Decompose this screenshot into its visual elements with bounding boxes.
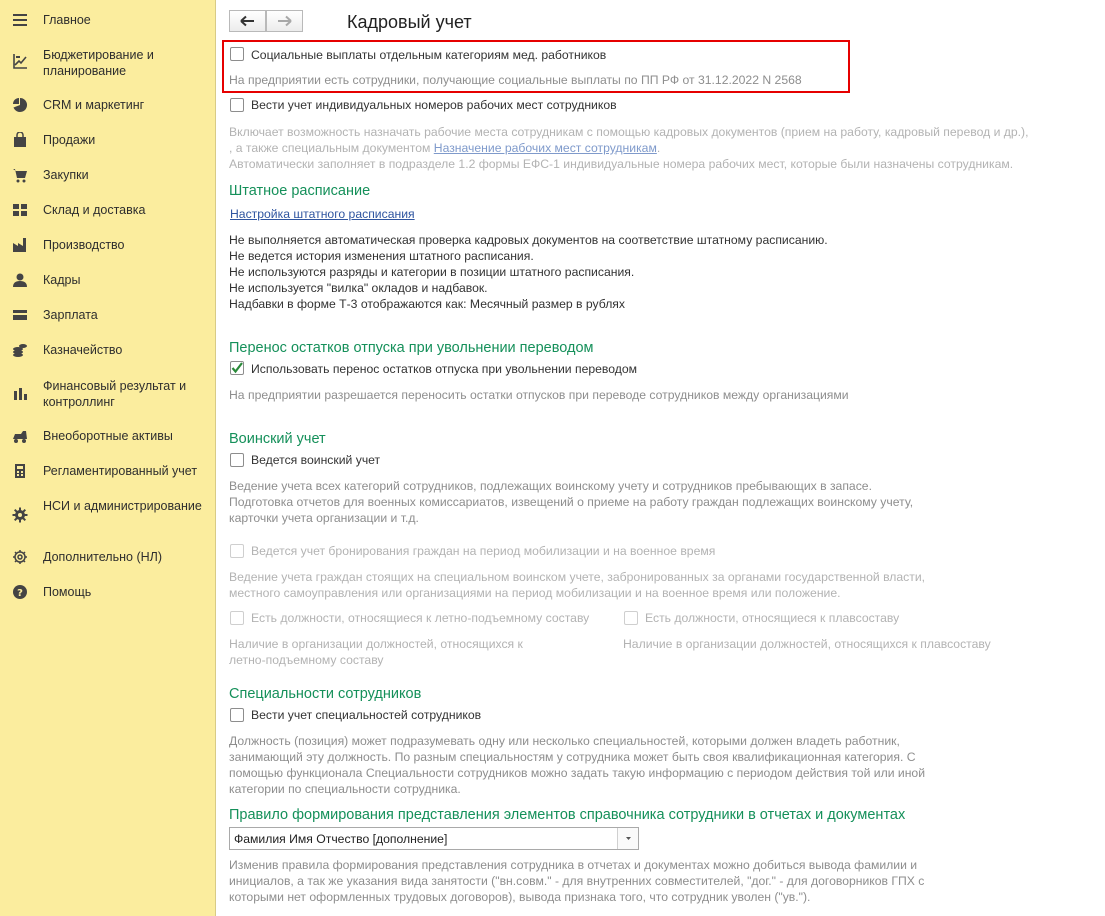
military-header: Воинский учет xyxy=(229,431,326,447)
vacation-transfer-note: На предприятии разрешается переносить остатки отпусков при переводе сотрудников между организациями xyxy=(229,388,849,402)
specialties-checkbox[interactable] xyxy=(230,708,244,722)
workplaces-desc-line2 xyxy=(229,140,660,156)
flight-crew-desc-line: летно-подъемному составу xyxy=(229,653,384,667)
sea-crew-desc: Наличие в организации должностей, относящихся к плавсоставу xyxy=(623,637,991,651)
sidebar-item-label: Производство xyxy=(43,238,125,252)
vacation-transfer-checkbox[interactable] xyxy=(230,361,244,375)
flight-crew-checkbox[interactable] xyxy=(230,611,244,625)
person-icon xyxy=(12,272,28,288)
workplaces-desc-line3: Автоматически заполняет в подразделе 1.2 формы ЕФС-1 индивидуальные номера рабочих мест, которые были назначены сотрудникам. xyxy=(229,157,1014,171)
staffing-line: Не используется "вилка" окладов и надбавок. xyxy=(229,281,488,295)
sidebar-item-label: Зарплата xyxy=(43,308,98,322)
reservation-desc-line: местного самоуправления или организациями на период мобилизации и на военное время или положение. xyxy=(229,586,841,600)
workplaces-desc-suffix: . xyxy=(656,141,661,155)
sidebar-item-label: Помощь xyxy=(43,585,92,599)
flight-crew-desc-line: Наличие в организации должностей, относящихся к xyxy=(229,637,523,651)
truck-icon xyxy=(12,428,28,444)
wallet-icon xyxy=(12,307,28,323)
budget-chart-icon xyxy=(12,53,28,69)
sidebar xyxy=(0,0,216,916)
sidebar-item-label: Кадры xyxy=(43,273,81,287)
grid-icon xyxy=(12,202,28,218)
flight-crew-label: Есть должности, относящиеся к летно-подъемному составу xyxy=(251,611,590,625)
presentation-desc-line: инициалов, а так же указания вида занятости ("вн.совм." - для внутренних совместителей, "дог." - для договорников ГПХ с xyxy=(229,874,925,888)
sidebar-item-label: CRM и маркетинг xyxy=(43,98,145,112)
sidebar-item-label: Казначейство xyxy=(43,343,123,357)
workplaces-label: Вести учет индивидуальных номеров рабочих мест сотрудников xyxy=(251,98,617,112)
presentation-select[interactable] xyxy=(229,827,639,850)
specialties-desc-line: помощью функционала Специальности сотрудников можно задать такую информацию с периодом действия той или иной xyxy=(229,766,926,780)
presentation-desc-line: которыми нет оформленных трудовых договоров), вывода признака того, что сотрудник уволен ("ув."). xyxy=(229,890,811,904)
sidebar-item-label: Закупки xyxy=(43,168,89,182)
specialties-label: Вести учет специальностей сотрудников xyxy=(251,708,482,722)
main-content xyxy=(217,0,1105,916)
workplaces-desc-prefix: , а также специальным документом xyxy=(229,141,434,155)
sea-crew-checkbox[interactable] xyxy=(624,611,638,625)
presentation-header: Правило формирования представления элементов справочника сотрудники в отчетах и документах xyxy=(229,807,906,823)
social-payments-note: На предприятии есть сотрудники, получающие социальные выплаты по ПП РФ от 31.12.2022 N 2568 xyxy=(229,73,802,87)
sidebar-item-label: Главное xyxy=(43,13,91,27)
cart-icon xyxy=(12,167,28,183)
sidebar-item-label: Продажи xyxy=(43,133,96,147)
specialties-desc-line: Должность (позиция) может подразумевать одну или несколько специальностей, которыми должен владеть работник, xyxy=(229,734,900,748)
presentation-select-value: Фамилия Имя Отчество [дополнение] xyxy=(234,832,448,846)
staffing-header: Штатное расписание xyxy=(229,183,371,199)
specialties-header: Специальности сотрудников xyxy=(229,686,422,702)
specialties-desc-line: категории по специальности сотрудника. xyxy=(229,782,461,796)
factory-icon xyxy=(12,237,28,253)
reservation-label: Ведется учет бронирования граждан на период мобилизации и на военное время xyxy=(251,544,716,558)
sidebar-item-label: Внеоборотные активы xyxy=(43,429,173,443)
staffing-settings-link[interactable]: Настройка штатного расписания xyxy=(230,207,415,221)
sidebar-item-label: Дополнительно (НЛ) xyxy=(43,550,162,564)
dropdown-button[interactable] xyxy=(617,828,638,849)
page-title: Кадровый учет xyxy=(347,12,472,32)
pie-icon xyxy=(12,97,28,113)
svg-text:?: ? xyxy=(17,588,23,599)
shopping-bag-icon xyxy=(12,132,28,148)
coins-icon xyxy=(12,342,28,358)
sidebar-item-label: Бюджетирование и планирование xyxy=(43,48,154,78)
sidebar-item-label: Склад и доставка xyxy=(43,203,146,217)
help-icon xyxy=(12,584,28,600)
chevron-down-icon xyxy=(618,828,639,849)
reservation-desc-line: Ведение учета граждан стоящих на специальном воинском учете, забронированных за органами государственной власти, xyxy=(229,570,926,584)
military-desc-line: Подготовка отчетов для военных комиссариатов, извещений о приеме на работу граждан подлежащих воинскому учету, xyxy=(229,495,914,509)
specialties-desc-line: занимающий эту должность. По разным специальностям у сотрудника может быть своя квалификационная категория. С xyxy=(229,750,916,764)
workplaces-checkbox[interactable] xyxy=(230,98,244,112)
workplaces-assignment-link[interactable]: Назначение рабочих мест сотрудникам xyxy=(433,141,657,155)
staffing-line: Не ведется история изменения штатного расписания. xyxy=(229,249,534,263)
bar-chart-icon xyxy=(12,385,28,401)
workplaces-desc-line1: Включает возможность назначать рабочие места сотрудникам с помощью кадровых документов (прием на работу, кадровый перевод и др.), xyxy=(229,125,1029,139)
vacation-transfer-label: Использовать перенос остатков отпуска при увольнении переводом xyxy=(251,362,638,376)
back-button[interactable] xyxy=(229,10,266,32)
staffing-line: Надбавки в форме Т-3 отображаются как: Месячный размер в рублях xyxy=(229,297,625,311)
menu-icon xyxy=(12,12,28,28)
sidebar-item-label: Финансовый результат и контроллинг xyxy=(43,379,187,409)
reservation-checkbox[interactable] xyxy=(230,544,244,558)
social-payments-checkbox[interactable] xyxy=(230,47,244,61)
arrow-right-icon xyxy=(267,11,302,31)
checkmark-icon xyxy=(230,361,244,375)
vacation-header: Перенос остатков отпуска при увольнении переводом xyxy=(229,340,594,356)
arrow-left-icon xyxy=(230,11,265,31)
military-desc-line: Ведение учета всех категорий сотрудников, подлежащих воинскому учету и сотрудников пребывающих в запасе. xyxy=(229,479,872,493)
presentation-desc-line: Изменив правила формирования представления сотрудника в отчетах и документах можно добиться вывода фамилии и xyxy=(229,858,918,872)
social-payments-label: Социальные выплаты отдельным категориям мед. работников xyxy=(251,48,607,62)
staffing-line: Не выполняется автоматическая проверка кадровых документов на соответствие штатному расписанию. xyxy=(229,233,828,247)
military-label: Ведется воинский учет xyxy=(251,453,381,467)
sea-crew-label: Есть должности, относящиеся к плавсоставу xyxy=(645,611,900,625)
military-desc-line: карточки учета организации и т.д. xyxy=(229,511,419,525)
sidebar-item-label: НСИ и администрирование xyxy=(43,499,202,513)
calculator-icon xyxy=(12,463,28,479)
forward-button[interactable] xyxy=(266,10,303,32)
gear-outline-icon xyxy=(12,549,28,565)
gear-icon xyxy=(12,507,28,523)
military-checkbox[interactable] xyxy=(230,453,244,467)
staffing-line: Не используются разряды и категории в позиции штатного расписания. xyxy=(229,265,635,279)
sidebar-item-label: Регламентированный учет xyxy=(43,464,198,478)
